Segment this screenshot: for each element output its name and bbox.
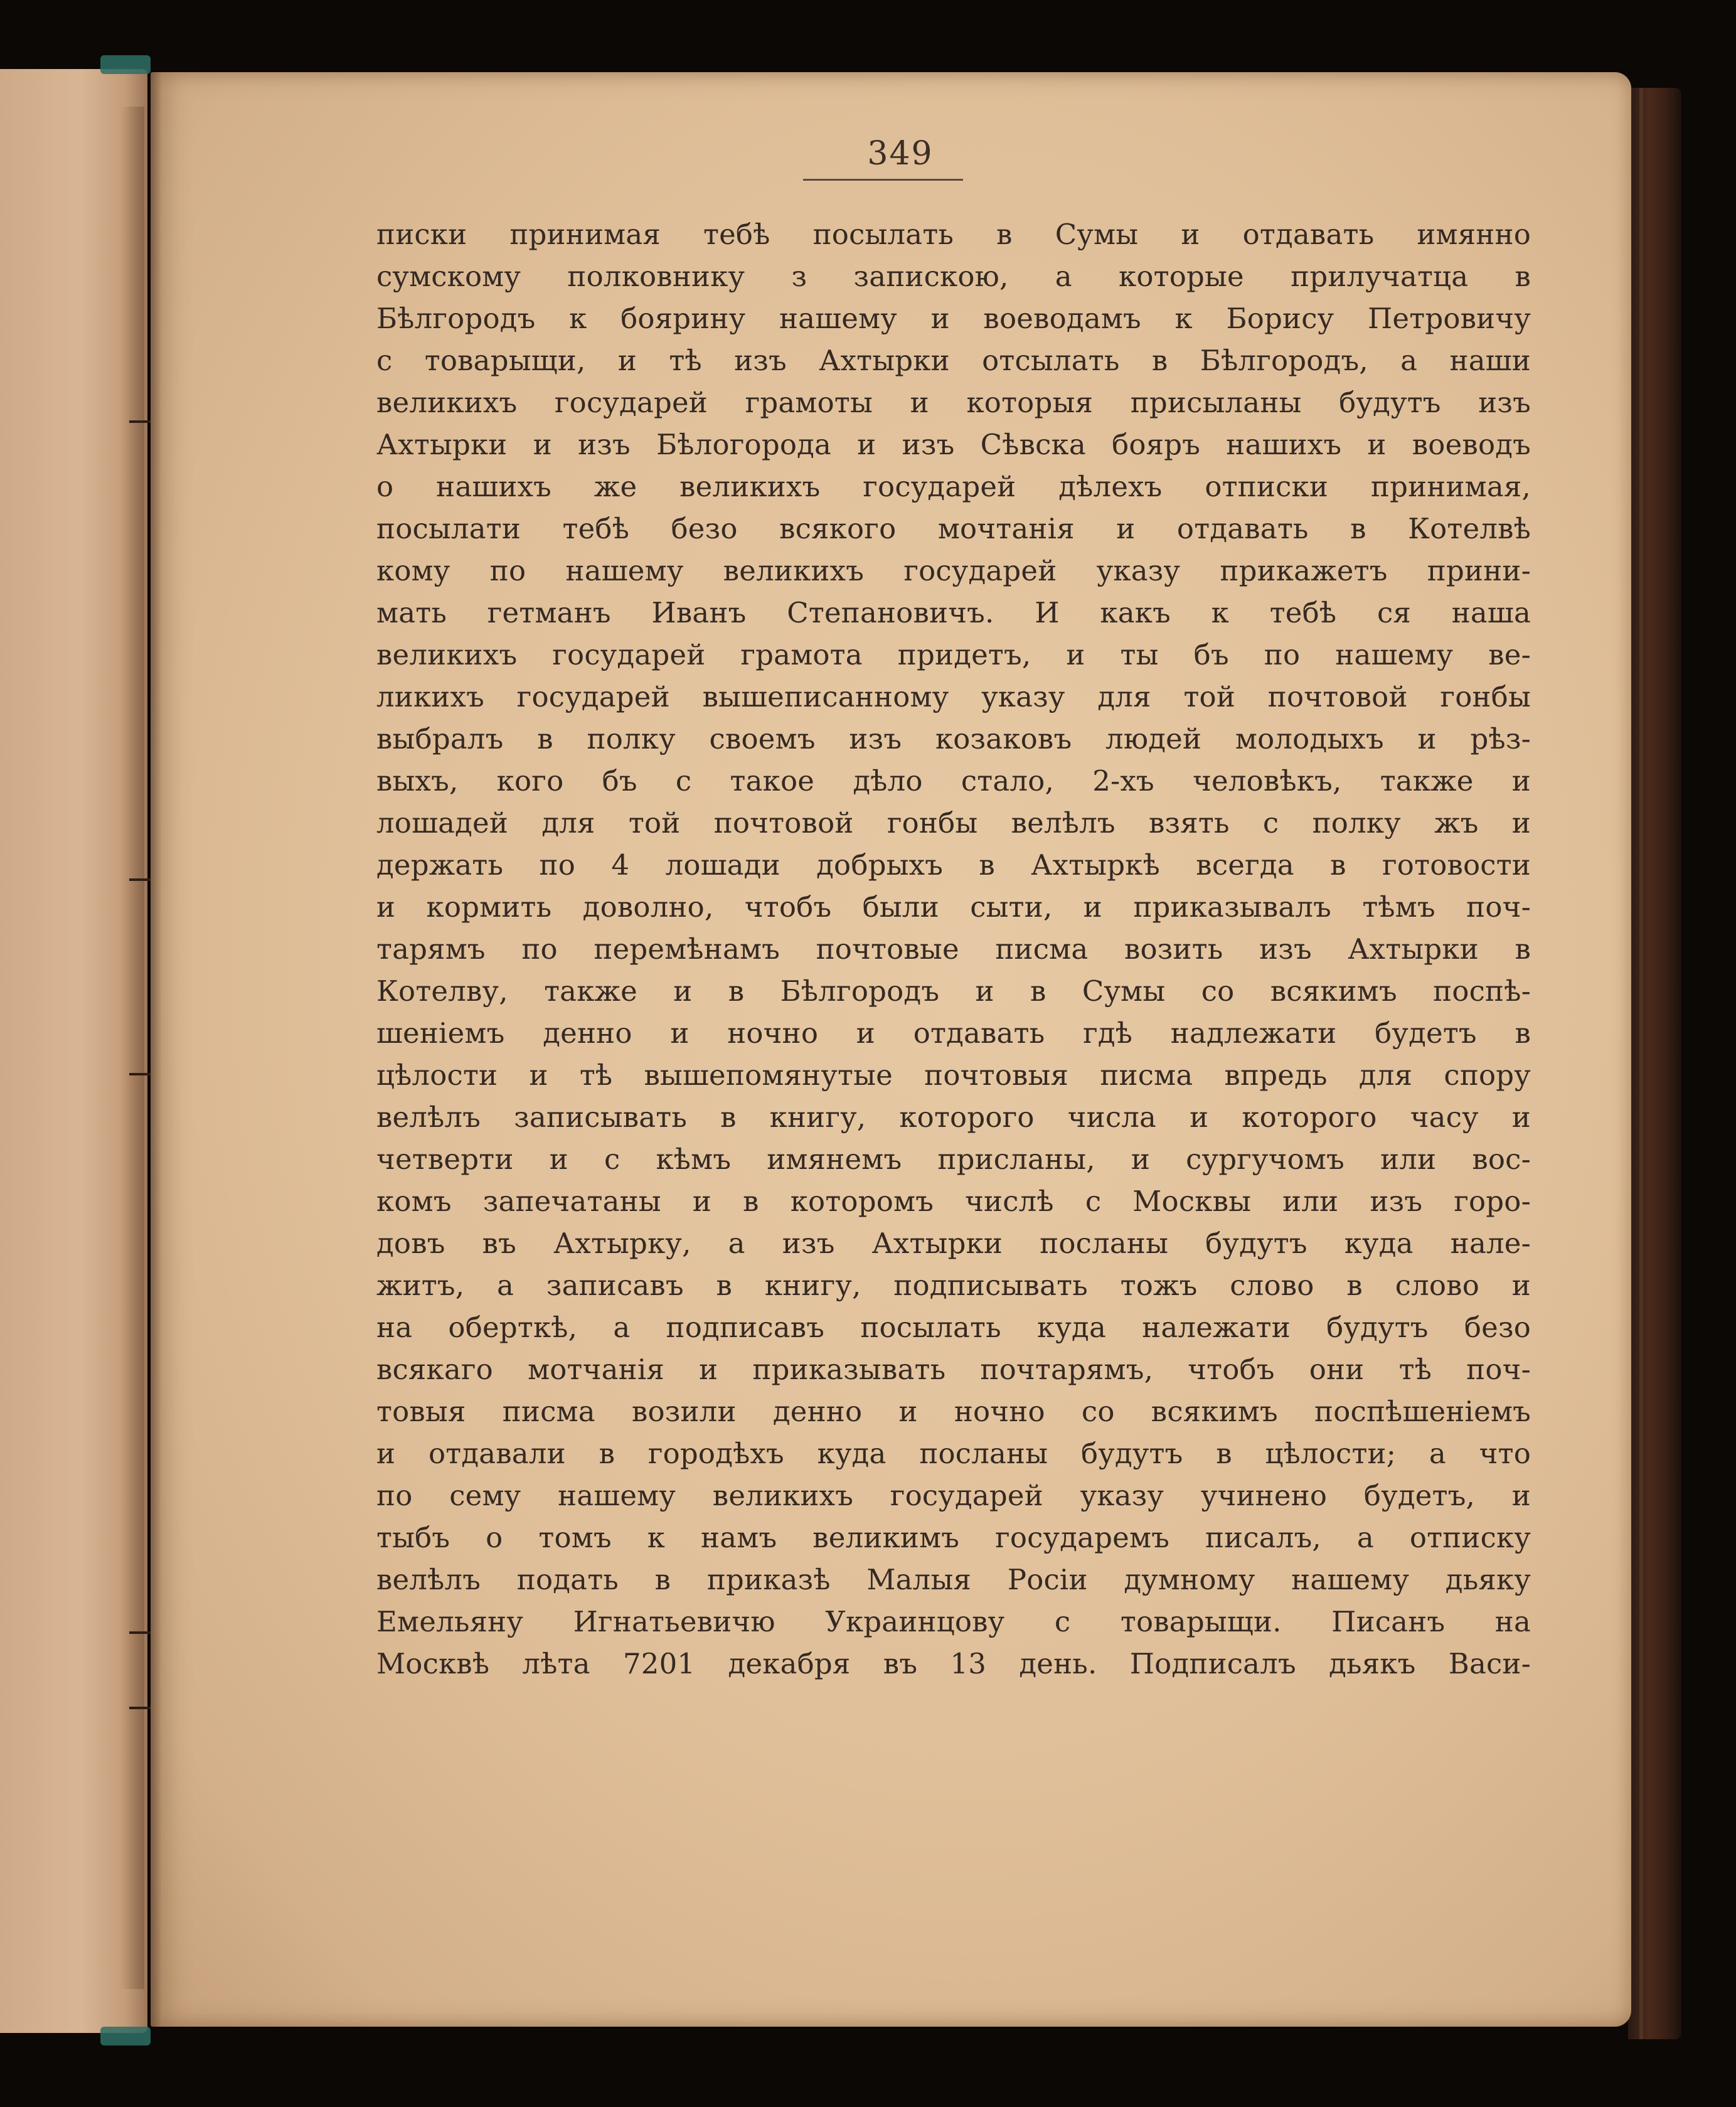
text-line: шеніемъ денно и ночно и отдавать гдѣ надлежати будетъ в <box>376 1016 1531 1050</box>
text-line: велѣлъ подать в приказѣ Малыя Росіи думному нашему дьяку <box>376 1563 1531 1596</box>
text-line: великихъ государей грамоты и которыя присыланы будутъ изъ <box>376 386 1531 419</box>
page-gutter-shadow <box>151 72 162 2027</box>
page-number-rule <box>803 179 963 181</box>
text-line: мать гетманъ Иванъ Степановичъ. И какъ к тебѣ ся наша <box>376 596 1531 629</box>
body-text <box>376 213 1531 1685</box>
text-line: Ахтырки и изъ Бѣлогорода и изъ Сѣвска бояръ нашихъ и воеводъ <box>376 428 1531 461</box>
text-line: великихъ государей грамота придетъ, и ты бъ по нашему ве- <box>376 638 1531 671</box>
text-line: выхъ, кого бъ с такое дѣло стало, 2-хъ человѣкъ, также и <box>376 764 1531 797</box>
text-line: сумскому полковнику з запискою, а которые прилучатца в <box>376 260 1531 293</box>
text-line: и отдавали в городѣхъ куда посланы будутъ в цѣлости; а что <box>376 1437 1531 1470</box>
text-line: житъ, а записавъ в книгу, подписывать тожъ слово в слово и <box>376 1269 1531 1302</box>
page-number: 349 <box>867 135 934 173</box>
text-line: лошадей для той почтовой гонбы велѣлъ взять с полку жъ и <box>376 806 1531 840</box>
headband-bottom <box>100 2027 151 2046</box>
text-line: Емельяну Игнатьевичю Украинцову с товарыщи. Писанъ на <box>376 1605 1531 1638</box>
text-line: держать по 4 лошади добрыхъ в Ахтыркѣ всегда в готовости <box>376 848 1531 882</box>
text-line: с товарыщи, и тѣ изъ Ахтырки отсылать в Бѣлгородъ, а наши <box>376 344 1531 377</box>
text-line: комъ запечатаны и в которомъ числѣ с Москвы или изъ горо- <box>376 1185 1531 1218</box>
text-line: выбралъ в полку своемъ изъ козаковъ людей молодыхъ и рѣз- <box>376 722 1531 755</box>
text-line: четверти и с кѣмъ имянемъ присланы, и сургучомъ или вос- <box>376 1143 1531 1176</box>
text-line: велѣлъ записывать в книгу, которого числа и которого часу и <box>376 1101 1531 1134</box>
text-line: тарямъ по перемѣнамъ почтовые писма возить изъ Ахтырки в <box>376 932 1531 966</box>
text-line: цѣлости и тѣ вышепомянутые почтовыя писма впредь для спору <box>376 1059 1531 1092</box>
text-line: Москвѣ лѣта 7201 декабря въ 13 день. Подписалъ дьякъ Васи- <box>376 1647 1531 1680</box>
headband-top <box>100 55 151 74</box>
text-line: Бѣлгородъ к боярину нашему и воеводамъ к Борису Петровичу <box>376 302 1531 335</box>
text-line: тыбъ о томъ к намъ великимъ государемъ писалъ, а отписку <box>376 1521 1531 1554</box>
text-line: товыя писма возили денно и ночно со всякимъ поспѣшеніемъ <box>376 1395 1531 1428</box>
text-line: кому по нашему великихъ государей указу прикажетъ прини- <box>376 554 1531 587</box>
text-line: писки принимая тебѣ посылать в Сумы и отдавать имянно <box>376 218 1531 251</box>
text-line: по сему нашему великихъ государей указу учинено будетъ, и <box>376 1479 1531 1512</box>
text-line: довъ въ Ахтырку, а изъ Ахтырки посланы будутъ куда нале- <box>376 1227 1531 1260</box>
text-line: о нашихъ же великихъ государей дѣлехъ отписки принимая, <box>376 470 1531 503</box>
text-line: на оберткѣ, а подписавъ посылать куда належати будутъ безо <box>376 1311 1531 1344</box>
text-line: ликихъ государей вышеписанному указу для той почтовой гонбы <box>376 680 1531 713</box>
left-page-edge <box>0 69 147 2033</box>
text-line: посылати тебѣ безо всякого мочтанія и отдавать в Котелвѣ <box>376 512 1531 545</box>
text-line: Котелву, также и в Бѣлгородъ и в Сумы со всякимъ поспѣ- <box>376 974 1531 1008</box>
text-line: всякаго мотчанія и приказывать почтарямъ, чтобъ они тѣ поч- <box>376 1353 1531 1386</box>
text-line: и кормить доволно, чтобъ были сыти, и приказывалъ тѣмъ поч- <box>376 890 1531 924</box>
book-cover-edge <box>1628 88 1681 2039</box>
book-page <box>151 72 1631 2027</box>
